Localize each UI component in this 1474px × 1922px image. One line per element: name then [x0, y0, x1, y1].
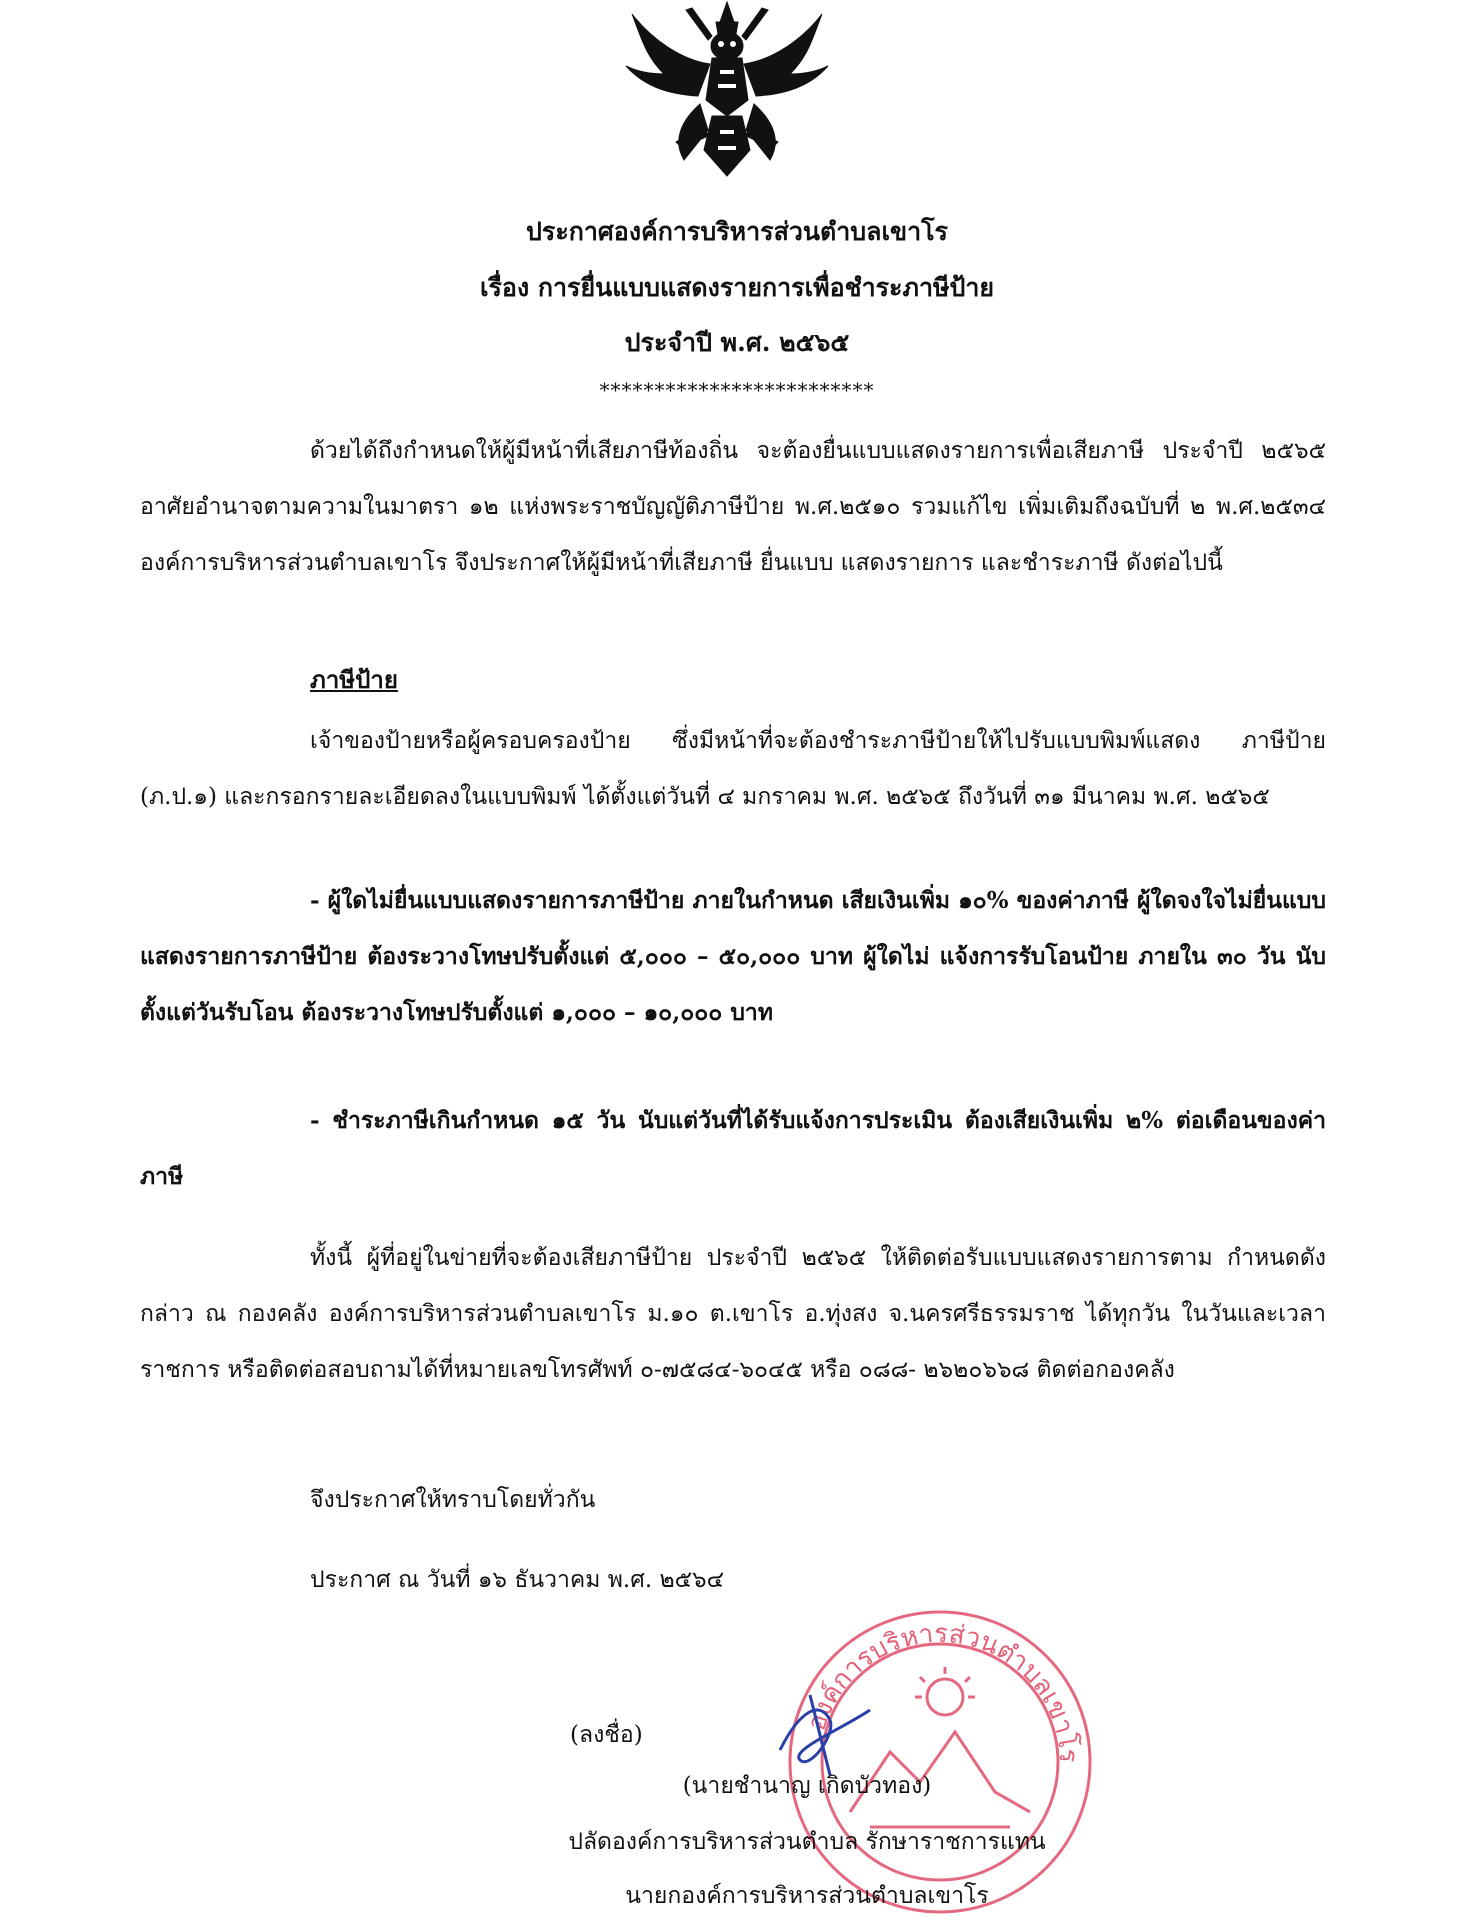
separator-stars: *************************: [599, 378, 875, 402]
announcement-subject: เรื่อง การยื่นแบบแสดงรายการเพื่อชำระภาษีป้าย: [479, 273, 995, 302]
signer-position-2: นายกองค์การบริหารส่วนตำบลเขาโร: [625, 1883, 989, 1909]
announcement-title: ประกาศองค์การบริหารส่วนตำบลเขาโร: [526, 217, 948, 246]
signer-name: (นายชำนาญ เกิดบัวทอง): [682, 1773, 932, 1799]
intro-paragraph: ด้วยได้ถึงกำหนดให้ผู้มีหน้าที่เสียภาษีท้องถิ่น จะต้องยื่นแบบแสดงรายการเพื่อเสียภาษี ประจำปี ๒๕๖๕ อาศัยอำนาจตามความในมาตรา ๑๒ แห่งพระราชบัญญัติภาษีป้าย พ.ศ.๒๕๑๐ รวมแก้ไข เพิ่มเติมถึงฉบับที่ ๒ พ.ศ.๒๕๓๔ องค์การบริหารส่วนตำบลเขาโร จึงประกาศให้ผู้มีหน้าที่เสียภาษี ยื่นแบบ แสดงรายการ และชำระภาษี ดังต่อไปนี้: [140, 438, 1326, 576]
garuda-emblem-icon: [612, 0, 842, 180]
seal-text: องค์การบริหารส่วนตำบลเขาโร: [801, 1618, 1084, 1764]
penalty-paragraph-1: - ผู้ใดไม่ยื่นแบบแสดงรายการภาษีป้าย ภายในกำหนด เสียเงินเพิ่ม ๑๐% ของค่าภาษี ผู้ใดจงใจไม่ยื่นแบบแสดงรายการภาษีป้าย ต้องระวางโทษปรับตั้งแต่ ๕,๐๐๐ – ๕๐,๐๐๐ บาท ผู้ใดไม่ แจ้งการรับโอนป้าย ภายใน ๓๐ วัน นับตั้งแต่วันรับโอน ต้องระวางโทษปรับตั้งแต่ ๑,๐๐๐ – ๑๐,๐๐๐ บาท: [140, 887, 1326, 1026]
section-body: เจ้าของป้ายหรือผู้ครอบครองป้าย ซึ่งมีหน้าที่จะต้องชำระภาษีป้ายให้ไปรับแบบพิมพ์แสดง ภาษีป้าย (ภ.ป.๑) และกรอกรายละเอียดลงในแบบพิมพ์ ได้ตั้งแต่วันที่ ๔ มกราคม พ.ศ. ๒๕๖๕ ถึงวันที่ ๓๑ มีนาคม พ.ศ. ๒๕๖๕: [140, 728, 1326, 810]
announcement-date: ประกาศ ณ วันที่ ๑๖ ธันวาคม พ.ศ. ๒๕๖๔: [310, 1567, 725, 1593]
handwritten-signature: [770, 1690, 880, 1780]
penalty-paragraph-2: - ชำระภาษีเกินกำหนด ๑๕ วัน นับแต่วันที่ได้รับแจ้งการประเมิน ต้องเสียเงินเพิ่ม ๒% ต่อเดือนของค่าภาษี: [140, 1107, 1326, 1190]
signer-position: ปลัดองค์การบริหารส่วนตำบล รักษาราชการแทน: [568, 1829, 1046, 1855]
contact-paragraph: ทั้งนี้ ผู้ที่อยู่ในข่ายที่จะต้องเสียภาษีป้าย ประจำปี ๒๕๖๕ ให้ติดต่อรับแบบแสดงรายการตาม กำหนดดังกล่าว ณ กองคลัง องค์การบริหารส่วนตำบลเขาโร ม.๑๐ ต.เขาโร อ.ทุ่งสง จ.นครศรีธรรมราช ได้ทุกวัน ในวันและเวลาราชการ หรือติดต่อสอบถามได้ที่หมายเลขโทรศัพท์ ๐-๗๕๘๔-๖๐๔๕ หรือ ๐๘๘- ๒๖๒๐๖๖๘ ติดต่อกองคลัง: [140, 1245, 1326, 1383]
section-heading: ภาษีป้าย: [310, 665, 398, 694]
closing-line: จึงประกาศให้ทราบโดยทั่วกัน: [310, 1487, 596, 1513]
announcement-year: ประจำปี พ.ศ. ๒๕๖๕: [624, 328, 850, 357]
signed-label: (ลงชื่อ): [570, 1722, 643, 1748]
